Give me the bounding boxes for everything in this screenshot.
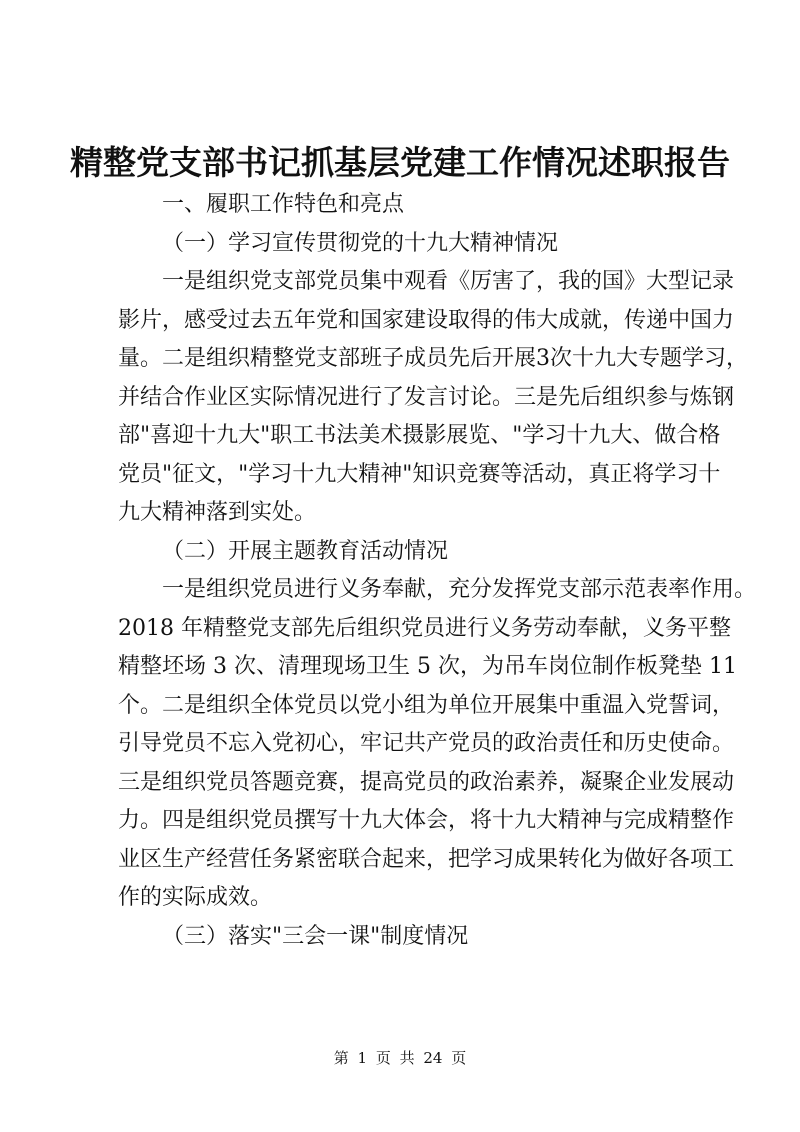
paragraph-line: 力。四是组织党员撰写十九大体会，将十九大精神与完成精整作 (118, 808, 735, 833)
subsection-heading: （三）落实"三会一课"制度情况 (162, 923, 469, 949)
document-body (118, 186, 757, 956)
paragraph-line: 部"喜迎十九大"职工书法美术摄影展览、"学习十九大、做合格 (118, 423, 721, 448)
paragraph-line: 个。二是组织全体党员以党小组为单位开展集中重温入党誓词， (118, 692, 735, 718)
subsection-heading: （二）开展主题教育活动情况 (162, 538, 449, 564)
paragraph-line: 精整坯场 3 次、清理现场卫生 5 次，为吊车岗位制作板凳垫 11 (118, 654, 737, 679)
paragraph-line: 九大精神落到实处。 (118, 500, 317, 525)
paragraph-line: 一是组织党员进行义务奉献，充分发挥党支部示范表率作用。 (162, 577, 757, 602)
paragraph-line: 业区生产经营任务紧密联合起来，把学习成果转化为做好各项工 (118, 846, 735, 872)
paragraph-line: 量。二是组织精整党支部班子成员先后开展3次十九大专题学习， (118, 346, 748, 371)
page-number-footer: 第 1 页 共 24 页 (333, 1049, 467, 1067)
paragraph-line: 三是组织党员答题竞赛，提高党员的政治素养，凝聚企业发展动 (118, 769, 735, 795)
paragraph-line: 并结合作业区实际情况进行了发言讨论。三是先后组织参与炼钢 (118, 384, 735, 410)
paragraph-line: 2018 年精整党支部先后组织党员进行义务劳动奉献，义务平整 (118, 615, 731, 641)
paragraph-line: 一是组织党支部党员集中观看《厉害了，我的国》大型记录 (162, 269, 735, 294)
paragraph-line: 引导党员不忘入党初心，牢记共产党员的政治责任和历史使命。 (118, 731, 735, 756)
section-heading: 一、履职工作特色和亮点 (162, 192, 405, 217)
subsection-heading: （一）学习宣传贯彻党的十九大精神情况 (162, 230, 559, 256)
paragraph-line: 党员"征文，"学习十九大精神"知识竞赛等活动，真正将学习十 (118, 461, 721, 487)
paragraph-line: 影片，感受过去五年党和国家建设取得的伟大成就，传递中国力 (118, 307, 735, 333)
paragraph-line: 作的实际成效。 (118, 885, 273, 910)
document-title: 精整党支部书记抓基层党建工作情况述职报告 (70, 143, 730, 182)
